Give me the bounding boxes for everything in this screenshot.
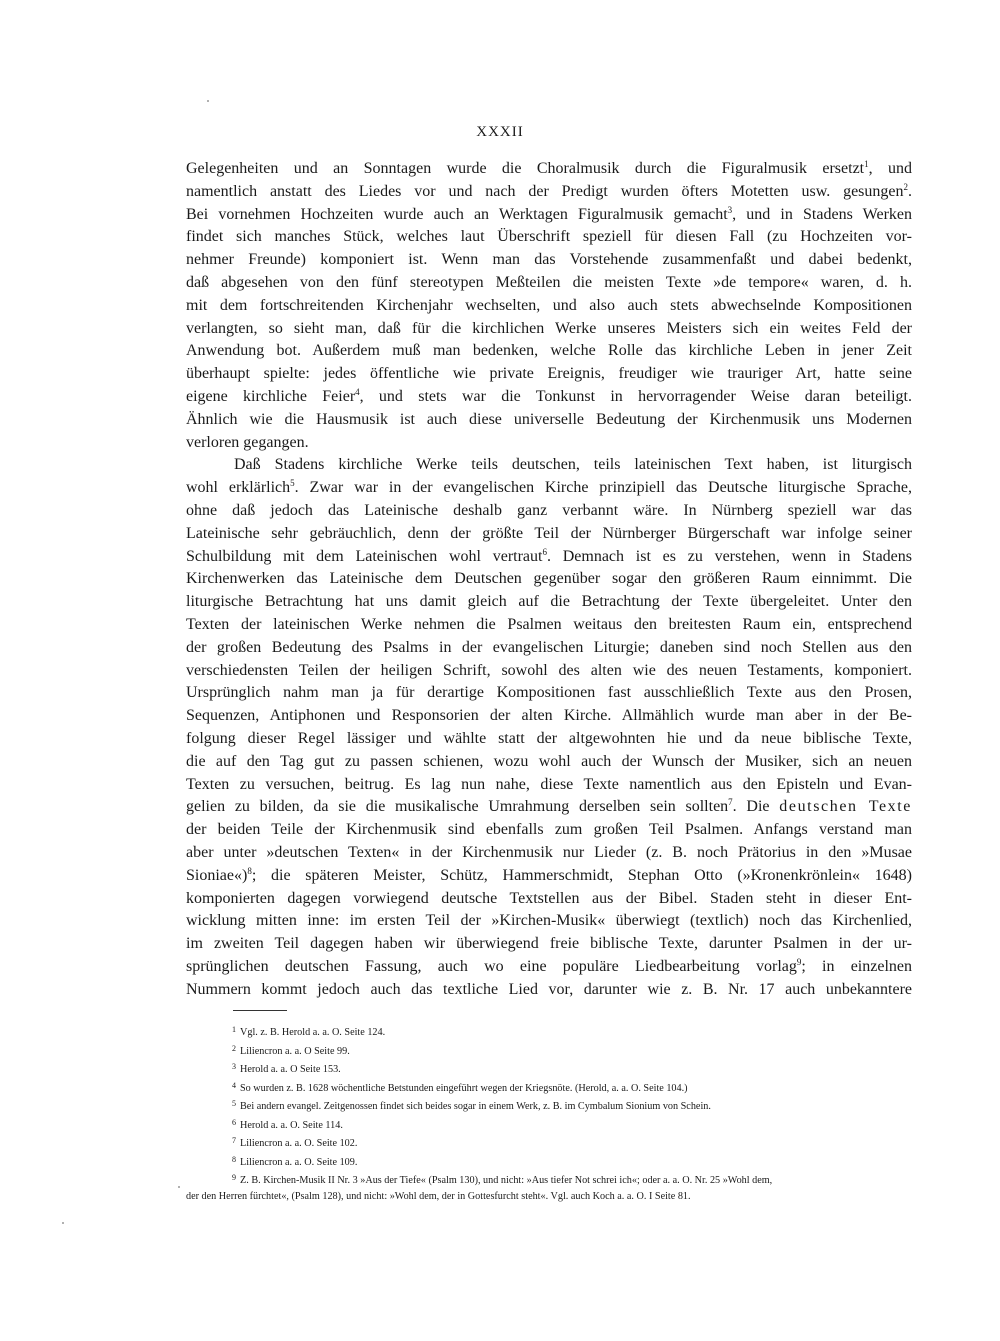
footnote: $^2$ Liliencron a. a. O Seite 99. — [232, 1043, 350, 1057]
body-line: gelien zu bilden, da sie die musikalische Umrahmung derselben sein sollten$^7$. Die deutschen Texte — [186, 797, 912, 816]
body-line: Texten der lateinischen Werke nehmen die Psalmen weitaus den breitesten Raum ein, entsprechend — [186, 615, 912, 633]
body-line: aber unter »deutschen Texten« in der Kirchenmusik nur Lieder (z. B. noch Prätorius in den »Musae — [186, 843, 912, 861]
body-line: namentlich anstatt des Liedes vor und nach der Predigt wurden öfters Motetten usw. gesungen$^2$. — [186, 181, 912, 200]
footnotes — [186, 1022, 916, 1204]
body-line: Bei vornehmen Hochzeiten wurde auch an Werktagen Figuralmusik gemacht$^3$, und in Stadens Werken — [186, 204, 912, 223]
body-line: Lateinische sehr gebräuchlich, denn der größte Teil der Nürnberger Bürgerschaft war infolge seiner — [186, 524, 912, 542]
body-line: Daß Stadens kirchliche Werke teils deutschen, teils lateinischen Text haben, ist liturgisch — [234, 456, 912, 474]
body-line: daß abgesehen von den fünf stereotypen Meßteilen die meisten Texte »de tempore« waren, d. h. — [186, 273, 912, 291]
body-line: verschiedensten Teilen der heiligen Schrift, sowohl des alten wie des neuen Testaments, komponiert. — [186, 661, 912, 679]
body-line: Ähnlich wie die Hausmusik ist auch diese universelle Bedeutung der Kirchenmusik uns Modernen — [186, 410, 912, 428]
footnote-rule — [233, 1010, 287, 1011]
footnote: $^4$ So wurden z. B. 1628 wöchentliche Betstunden eingeführt wegen der Kriegsnöte. (Herold, a. a. O. Seite 104.) — [232, 1080, 688, 1094]
body-line: Texten zu versuchen, beitrug. Es lag nun nahe, diese Texte namentlich aus den Episteln und Evan- — [186, 775, 912, 793]
body-line: Kirchenwerken das Lateinische dem Deutschen gegenüber sogar den größeren Raum einnimmt. Die — [186, 570, 912, 588]
footnote-continuation: der den Herren fürchtet«, (Psalm 128), und nicht: »Wohl dem, der in Gottesfurcht steht«. Vgl. auch Koch a. a. O. I Seite 81. — [186, 1190, 691, 1202]
body-line: wohl erklärlich$^5$. Zwar war in der evangelischen Kirche prinzipiell das Deutsche liturgische Sprache, — [186, 478, 913, 497]
footnote: $^7$ Liliencron a. a. O. Seite 102. — [232, 1136, 358, 1149]
footnote: $^9$ Z. B. Kirchen-Musik II Nr. 3 »Aus der Tiefe« (Psalm 130), und nicht: »Aus tiefer Not schrei ich«; oder a. a. O. Nr. 25 »Wohl dem, — [232, 1173, 773, 1186]
body-line: findet sich manches Stück, welches laut Überschrift speziell für diesen Fall (zu Hochzeiten vor- — [186, 228, 912, 246]
footnote: $^1$ Vgl. z. B. Herold a. a. O. Seite 124. — [232, 1025, 386, 1038]
body-line: Anwendung bot. Außerdem muß man bedenken, welche Rolle das kirchliche Leben in jener Zeit — [186, 342, 912, 360]
body-line: Sioniae«)$^8$; die späteren Meister, Schütz, Hammerschmidt, Stephan Otto (»Kronenkrönlein« 1648) — [186, 865, 912, 884]
footnote: $^3$ Herold a. a. O Seite 153. — [232, 1062, 341, 1075]
body-line: im zweiten Teil dagegen haben wir überwiegend freie biblische Texte, darunter Psalmen in der ur- — [186, 935, 912, 953]
body-line: wicklung mitten inne: im ersten Teil der »Kirchen-Musik« überwiegt (textlich) noch das Kirchenlied, — [186, 912, 912, 930]
body-line: Gelegenheiten und an Sonntagen wurde die Choralmusik durch die Figuralmusik ersetzt$^1$, und — [186, 159, 913, 177]
body-line: liturgische Betrachtung hat uns damit gleich auf die Betrachtung der Texte übergeleitet. Unter den — [186, 593, 912, 611]
scan-speck — [178, 1186, 180, 1188]
body-line: eigene kirchliche Feier$^4$, und stets war die Tonkunst in hervorragender Weise daran beteiligt. — [186, 386, 913, 405]
body-line: ohne daß jedoch das Lateinische deshalb ganz verbannt wäre. In Nürnberg speziell war das — [186, 501, 912, 519]
body-text — [186, 158, 912, 1001]
body-line: verlangten, so sieht man, daß für die kirchlichen Werke unseres Meisters sich ein weites Feld der — [186, 319, 912, 337]
body-line: der großen Bedeutung des Psalms in der evangelischen Liturgie; daneben sind noch Stellen aus den — [186, 638, 912, 656]
body-line: überhaupt spielte: jedes öffentliche wie private Ereignis, freudiger wie trauriger Art, hatte seine — [186, 365, 912, 383]
scan-speck — [207, 100, 209, 102]
scan-speck — [62, 1222, 64, 1224]
body-line: verloren gegangen. — [186, 433, 309, 451]
body-line: Sequenzen, Antiphonen und Responsorien der alten Kirche. Allmählich wurde man aber in der Be- — [186, 707, 912, 725]
page-number: XXXII — [476, 124, 524, 140]
body-line: Nummern kommt jedoch auch das textliche Lied vor, darunter wie z. B. Nr. 17 auch unbekanntere — [186, 980, 912, 998]
body-line: Schulbildung mit dem Lateinischen wohl vertraut$^6$. Demnach ist es zu verstehen, wenn in Stadens — [186, 546, 912, 565]
footnote: $^6$ Herold a. a. O. Seite 114. — [232, 1117, 343, 1131]
footnote: $^5$ Bei andern evangel. Zeitgenossen findet sich beides sogar in einem Werk, z. B. im Cymbalum Sionium von Schein. — [232, 1099, 711, 1112]
body-line: die auf den Tag gut zu passen schienen, wozu wohl auch der Wunsch der Musiker, sich an neuen — [186, 752, 912, 770]
body-line: Ursprünglich nahm man ja für derartige Kompositionen fast ausschließlich Texte aus den Prosen, — [186, 684, 912, 702]
body-line: komponierten dagegen vorwiegend deutsche Textstellen aus der Bibel. Staden steht in dieser Ent- — [186, 889, 912, 907]
spaced-emphasis: deutschen Texte — [779, 798, 912, 816]
body-line: nehmer Freunde) komponiert ist. Wenn man das Vorstehende zusammenfaßt und dabei bedenkt, — [186, 251, 912, 269]
body-line: der beiden Teile der Kirchenmusik sind ebenfalls zum großen Teil Psalmen. Anfangs verstand man — [186, 821, 912, 839]
body-line: mit dem fortschreitenden Kirchenjahr wechselten, und also auch stets abwechselnde Kompositionen — [186, 296, 912, 314]
body-line: sprünglichen deutschen Fassung, auch wo eine populäre Liedbearbeitung vorlag$^9$; in einzelnen — [186, 956, 913, 975]
body-line: folgung dieser Regel lässiger und wählte statt der altgewohnten hie und da neue biblische Texte, — [186, 729, 912, 747]
footnote: $^8$ Liliencron a. a. O. Seite 109. — [232, 1154, 358, 1168]
